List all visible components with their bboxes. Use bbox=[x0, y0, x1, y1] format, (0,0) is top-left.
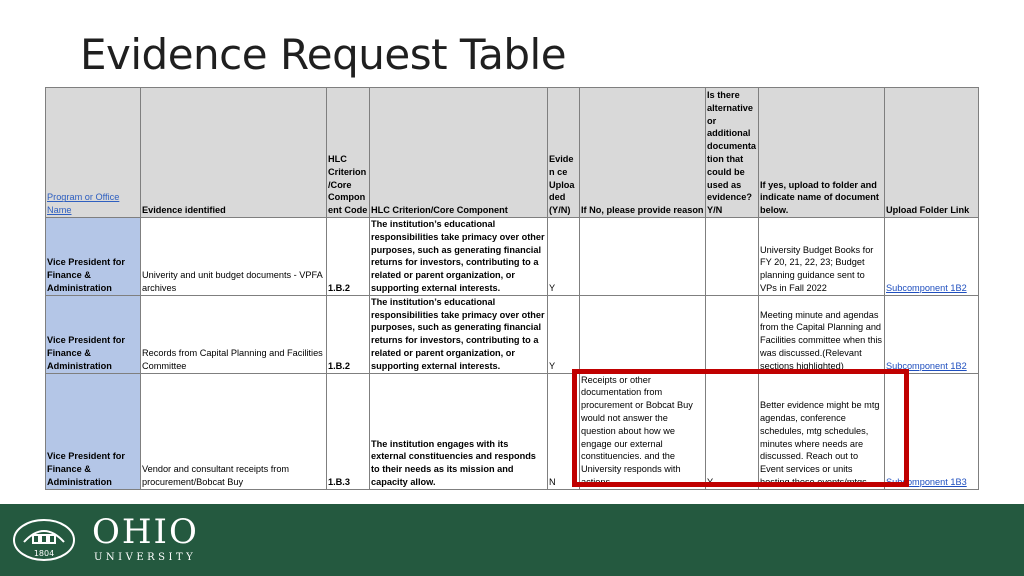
evidence-cell: Univerity and unit budget documents - VPFA archives bbox=[141, 218, 327, 296]
reason-cell bbox=[580, 295, 706, 373]
header-reason: If No, please provide reason bbox=[580, 88, 706, 218]
criterion-cell: The institution engages with its external constituencies and responds to their needs as its mission and capacity allow. bbox=[370, 373, 548, 489]
alternative-cell bbox=[706, 295, 759, 373]
code-cell: 1.B.2 bbox=[327, 295, 370, 373]
criterion-cell: The institution’s educational responsibilities take primacy over other purposes, such as generating financial returns for investors, contributing to a related or parent organization, or supporting external interests. bbox=[370, 295, 548, 373]
seal-year: 1804 bbox=[33, 549, 55, 558]
if-yes-cell: Meeting minute and agendas from the Capital Planning and Facilities committee when this was discussed.(Relevant sections highlighted) bbox=[759, 295, 885, 373]
header-uploaded: Eviden ce Uploa ded (Y/N) bbox=[548, 88, 580, 218]
table-header-row bbox=[46, 88, 979, 218]
reason-cell: Receipts or other documentation from procurement or Bobcat Buy would not answer the question about how we engage our external constituencies. and the University responds with actions. bbox=[580, 373, 706, 489]
header-link: Upload Folder Link bbox=[885, 88, 979, 218]
university-wordmark: UNIVERSITY bbox=[94, 552, 197, 563]
folder-link[interactable]: Subcomponent 1B2 bbox=[886, 282, 967, 293]
evidence-cell: Vendor and consultant receipts from procurement/Bobcat Buy bbox=[141, 373, 327, 489]
header-evidence: Evidence identified bbox=[141, 88, 327, 218]
folder-link[interactable]: Subcomponent 1B3 bbox=[886, 476, 967, 487]
evidence-cell: Records from Capital Planning and Facilities Committee bbox=[141, 295, 327, 373]
if-yes-cell: University Budget Books for FY 20, 21, 22, 23; Budget planning guidance sent to VPs in Fall 2022 bbox=[759, 218, 885, 296]
criterion-cell: The institution’s educational responsibilities take primacy over other purposes, such as generating financial returns for investors, contributing to a related or parent organization, or supporting external interests. bbox=[370, 218, 548, 296]
header-if-yes: If yes, upload to folder and indicate name of document below. bbox=[759, 88, 885, 218]
code-cell: 1.B.3 bbox=[327, 373, 370, 489]
alternative-cell: Y bbox=[706, 373, 759, 489]
code-cell: 1.B.2 bbox=[327, 218, 370, 296]
if-yes-cell: Better evidence might be mtg agendas, conference schedules, mtg schedules, minutes where needs are discussed. Reach out to Event services or units hosting these events/mtgs bbox=[759, 373, 885, 489]
header-alternative: Is there alternative or additional documenta tion that could be used as evidence? Y/N bbox=[706, 88, 759, 218]
program-header-link[interactable]: Program or Office Name bbox=[47, 192, 120, 216]
alternative-cell bbox=[706, 218, 759, 296]
header-criterion-code: HLC Criterion /Core Compon ent Code bbox=[327, 88, 370, 218]
program-cell: Vice President for Finance & Administration bbox=[46, 373, 141, 489]
link-cell bbox=[885, 295, 979, 373]
header-criterion: HLC Criterion/Core Component bbox=[370, 88, 548, 218]
folder-link[interactable]: Subcomponent 1B2 bbox=[886, 360, 967, 371]
evidence-request-table bbox=[45, 87, 979, 490]
table-row bbox=[46, 295, 979, 373]
reason-cell bbox=[580, 218, 706, 296]
program-cell: Vice President for Finance & Administration bbox=[46, 295, 141, 373]
slide-title: Evidence Request Table bbox=[80, 30, 567, 79]
link-cell bbox=[885, 218, 979, 296]
uploaded-cell: N bbox=[548, 373, 580, 489]
ohio-wordmark: OHIO bbox=[92, 512, 199, 552]
uploaded-cell: Y bbox=[548, 295, 580, 373]
table-row bbox=[46, 373, 979, 489]
university-seal-icon bbox=[12, 516, 76, 564]
uploaded-cell: Y bbox=[548, 218, 580, 296]
program-cell: Vice President for Finance & Administration bbox=[46, 218, 141, 296]
link-cell bbox=[885, 373, 979, 489]
header-program bbox=[46, 88, 141, 218]
footer-bar bbox=[0, 504, 1024, 576]
table-row bbox=[46, 218, 979, 296]
